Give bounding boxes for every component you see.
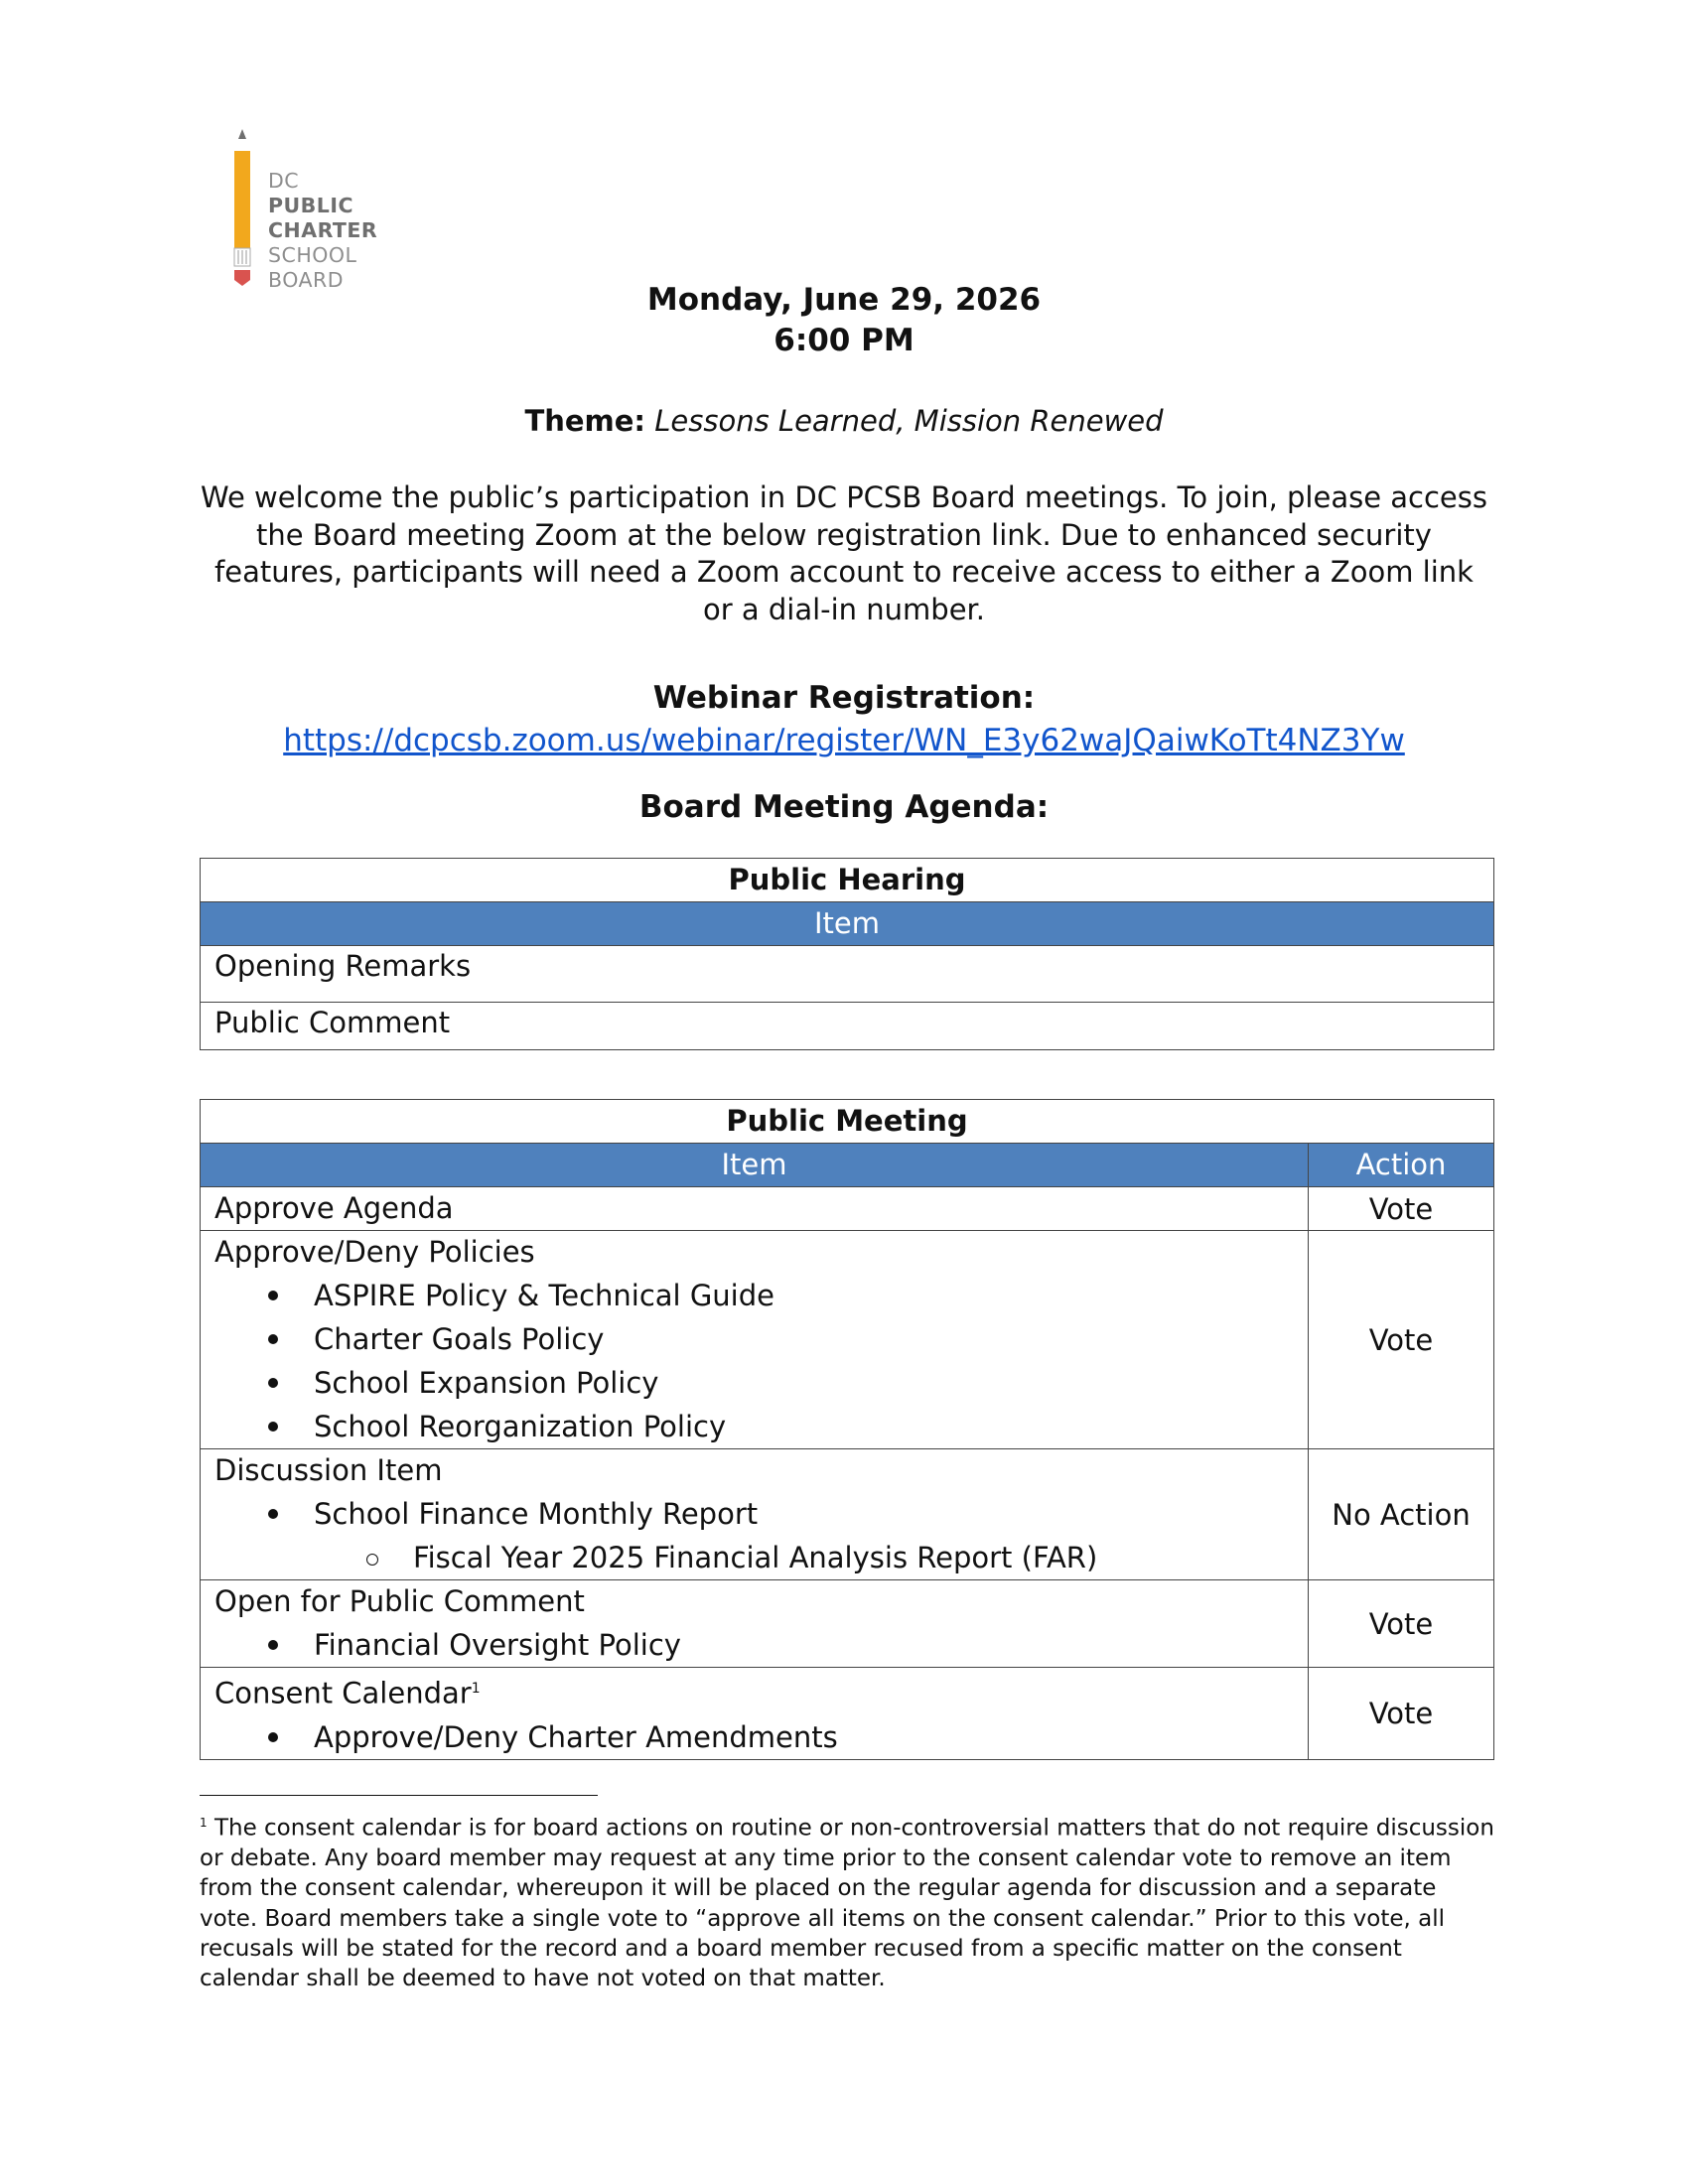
agenda-heading: Board Meeting Agenda: — [638, 789, 1050, 825]
bullet-icon — [268, 1422, 278, 1432]
bullet-list — [214, 1623, 1308, 1667]
bullet-icon — [268, 1509, 278, 1519]
list-item — [214, 1536, 1308, 1579]
table-row — [201, 946, 1494, 1003]
public-hearing-item: Opening Remarks — [201, 946, 1494, 1003]
agenda-item-cell — [201, 1449, 1309, 1580]
bullet-icon — [268, 1378, 278, 1388]
agenda-action: No Action — [1309, 1449, 1494, 1580]
agenda-item: Approve/Deny Policies — [214, 1235, 535, 1269]
table-row — [201, 1668, 1494, 1760]
footnote-text: The consent calendar is for board actions on routine or non-controversial matters that do not require discussion or debate. Any board member may request at any time prior to the consent calendar vote to remove an item from the consent calendar, whereupon it will be placed on the regular agenda for discussion and a separate vote. Board members take a single vote to “approve all items on the consent calendar.” Prior to this vote, all recusals will be stated for the record and a board member recused from a specific matter on the consent calendar shall be deemed to have not voted on that matter. — [200, 1815, 1494, 1992]
list-item — [214, 1715, 1308, 1759]
bullet-list — [214, 1274, 1308, 1448]
list-item-text: School Reorganization Policy — [314, 1410, 727, 1443]
theme-value: Lessons Learned, Mission Renewed — [654, 404, 1164, 438]
list-item — [214, 1361, 1308, 1405]
list-item — [214, 1623, 1308, 1667]
logo-line-charter: CHARTER — [268, 218, 378, 242]
list-item — [214, 1492, 1308, 1536]
meeting-datetime — [0, 280, 1688, 361]
list-item — [214, 1274, 1308, 1317]
footnote — [200, 1808, 1500, 1993]
list-item-text: Financial Oversight Policy — [314, 1628, 681, 1662]
agenda-action: Vote — [1309, 1231, 1494, 1449]
list-item-text: School Finance Monthly Report — [314, 1497, 759, 1531]
bullet-icon — [268, 1640, 278, 1650]
theme-label: Theme: — [524, 404, 646, 438]
table-row — [201, 1580, 1494, 1668]
list-item — [214, 1317, 1308, 1361]
logo-line-public: PUBLIC — [268, 194, 354, 217]
logo-wordmark — [268, 169, 377, 293]
bullet-list — [214, 1715, 1308, 1759]
circle-bullet-icon — [366, 1554, 378, 1566]
list-item — [214, 1405, 1308, 1448]
agenda-item-cell — [201, 1231, 1309, 1449]
public-meeting-table — [200, 1099, 1494, 1760]
public-meeting-col-action: Action — [1309, 1144, 1494, 1187]
sub-bullet-list — [214, 1536, 1308, 1579]
agenda-item-wrap — [214, 1668, 1308, 1715]
public-hearing-item: Public Comment — [201, 1003, 1494, 1050]
table-row — [201, 1449, 1494, 1580]
public-meeting-title: Public Meeting — [201, 1100, 1494, 1144]
table-row — [201, 1231, 1494, 1449]
webinar-label: Webinar Registration: — [652, 680, 1036, 716]
public-hearing-col-item: Item — [201, 902, 1494, 946]
public-hearing-table — [200, 858, 1494, 1050]
agenda-item: Discussion Item — [214, 1453, 443, 1487]
agenda-action: Vote — [1309, 1187, 1494, 1231]
list-item-text: Charter Goals Policy — [314, 1322, 605, 1356]
meeting-time: 6:00 PM — [774, 323, 914, 358]
list-item-text: Approve/Deny Charter Amendments — [314, 1719, 838, 1754]
footnote-marker[interactable]: 1 — [471, 1681, 481, 1697]
webinar-registration-link[interactable]: https://dcpcsb.zoom.us/webinar/register/WN_E3y62waJQaiwKoTt4NZ3Yw — [283, 723, 1405, 758]
table-row — [201, 1003, 1494, 1050]
agenda-item: Approve Agenda — [201, 1187, 1309, 1231]
dc-pcsb-logo — [230, 129, 399, 298]
bullet-icon — [268, 1334, 278, 1344]
logo-line-board: BOARD — [268, 268, 345, 292]
meeting-theme — [0, 401, 1688, 441]
bullet-list — [214, 1492, 1308, 1536]
footnote-divider — [200, 1795, 598, 1796]
list-item-text: Fiscal Year 2025 Financial Analysis Report (FAR) — [413, 1541, 1098, 1574]
meeting-date: Monday, June 29, 2026 — [646, 282, 1042, 318]
agenda-item-cell — [201, 1668, 1309, 1760]
pencil-icon — [230, 129, 254, 290]
logo-line-dc: DC — [268, 169, 300, 193]
agenda-item-cell — [201, 1580, 1309, 1668]
bullet-icon — [268, 1732, 278, 1742]
list-item-text: ASPIRE Policy & Technical Guide — [314, 1279, 774, 1312]
agenda-action: Vote — [1309, 1668, 1494, 1760]
logo-line-school: SCHOOL — [268, 243, 357, 267]
agenda-item: Consent Calendar — [214, 1676, 472, 1710]
public-meeting-col-item: Item — [201, 1144, 1309, 1187]
list-item-text: School Expansion Policy — [314, 1366, 659, 1400]
footnote-number: 1 — [200, 1816, 208, 1830]
table-row — [201, 1187, 1494, 1231]
agenda-action: Vote — [1309, 1580, 1494, 1668]
public-hearing-title: Public Hearing — [201, 859, 1494, 902]
intro-paragraph: We welcome the public’s participation in DC PCSB Board meetings. To join, please access the Board meeting Zoom at the below registration link. Due to enhanced security features, participants will need a Zoom account to receive access to either a Zoom link or a dial-in number. — [201, 480, 1487, 626]
bullet-icon — [268, 1291, 278, 1300]
agenda-item: Open for Public Comment — [214, 1584, 585, 1618]
